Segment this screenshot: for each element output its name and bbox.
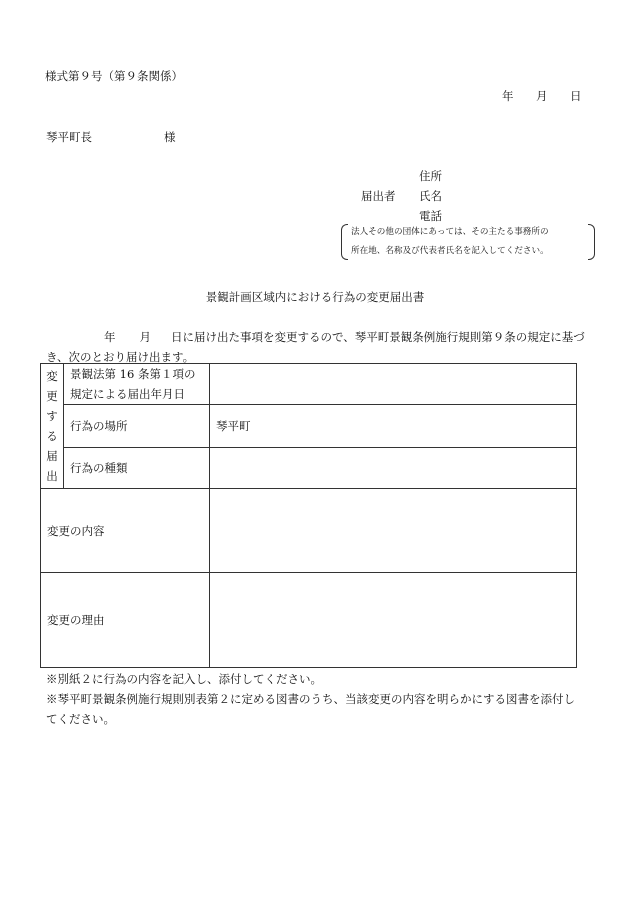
change-content-field[interactable] xyxy=(210,489,577,573)
corporate-note xyxy=(341,222,595,260)
side-char: 変 xyxy=(46,369,58,383)
date-day-label: 日 xyxy=(570,89,582,103)
addressee-suffix: 様 xyxy=(164,130,176,144)
right-bracket xyxy=(588,224,595,260)
action-location-field[interactable]: 琴平町 xyxy=(210,405,577,448)
corporate-note-line-1: 法人その他の団体にあっては、その主たる事務所の xyxy=(351,227,549,237)
corporate-note-line-2: 所在地、名称及び代表者氏名を記入してください。 xyxy=(351,246,549,256)
form-number: 様式第９号（第９条関係） xyxy=(45,69,183,83)
notification-date-field[interactable] xyxy=(210,364,577,405)
date-line xyxy=(502,88,582,104)
addressee-name: 琴平町長 xyxy=(46,130,92,144)
change-content-label: 変更の内容 xyxy=(41,489,210,573)
side-char: す xyxy=(46,409,58,423)
applicant-label: 届出者 xyxy=(361,189,396,203)
action-type-label: 行為の種類 xyxy=(64,448,210,489)
name-label: 氏名 xyxy=(419,189,442,203)
notification-date-label xyxy=(64,364,210,405)
date-year-label: 年 xyxy=(502,89,514,103)
body-month: 月 xyxy=(139,330,151,344)
side-char: 届 xyxy=(46,449,58,463)
side-char: る xyxy=(46,429,58,443)
side-char: 更 xyxy=(46,389,58,403)
footnote-2: ※琴平町景観条例施行規則別表第２に定める図書のうち、当該変更の内容を明らかにする図書を添付してください。 xyxy=(46,692,575,726)
notification-date-label-line-1: 景観法第 16 条第１項の xyxy=(70,367,196,381)
left-bracket xyxy=(341,224,348,260)
document-title: 景観計画区域内における行為の変更届出書 xyxy=(205,290,425,304)
change-reason-label: 変更の理由 xyxy=(41,573,210,668)
addressee xyxy=(46,129,176,145)
phone-label: 電話 xyxy=(419,209,442,223)
date-month-label: 月 xyxy=(536,89,548,103)
action-type-field[interactable] xyxy=(210,448,577,489)
body-sentence: 日に届け出た事項を変更するので、琴平町景観条例施行規則第９条の規定に基づき、次のとおり届け出ます。 xyxy=(46,330,585,364)
action-location-label: 行為の場所 xyxy=(64,405,210,448)
change-reason-field[interactable] xyxy=(210,573,577,668)
side-char: 出 xyxy=(46,469,58,483)
footnote-1: ※別紙２に行為の内容を記入し、添付してください。 xyxy=(46,672,322,686)
body-year: 年 xyxy=(104,330,116,344)
change-notification-side-label xyxy=(41,364,64,489)
body-text xyxy=(46,327,586,367)
address-label: 住所 xyxy=(419,169,442,183)
notification-date-label-line-2: 規定による届出年月日 xyxy=(70,387,185,401)
change-form-table xyxy=(40,363,577,668)
